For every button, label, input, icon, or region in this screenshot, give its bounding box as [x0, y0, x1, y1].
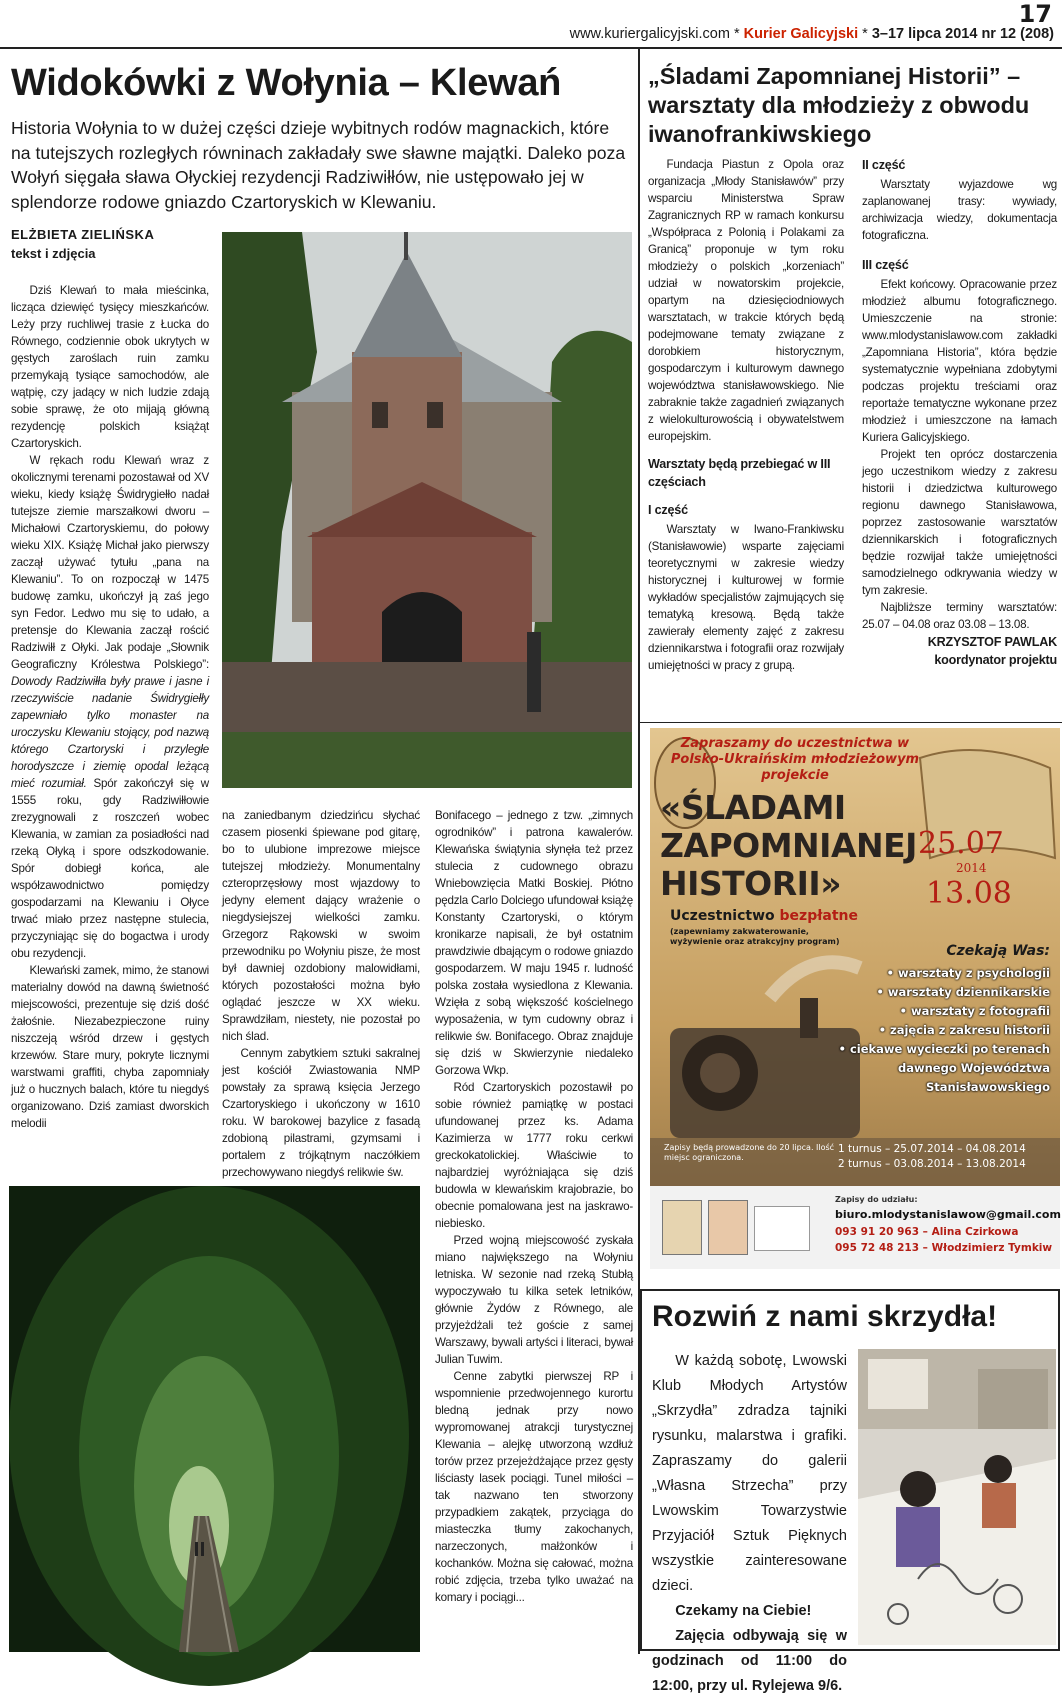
church-photo [222, 232, 632, 788]
separator: * [858, 26, 872, 42]
poster-participation [670, 908, 858, 924]
paragraph: Zajęcia odbywają się w godzinach od 11:00 do 12:00, przy ul. Rylejewa 9/6. [652, 1628, 847, 1694]
signature-role: koordynator projektu [934, 653, 1057, 667]
sidebar-rule [640, 722, 1062, 723]
separator: * [729, 26, 744, 42]
date-year: 2014 [956, 861, 987, 875]
paragraph: Bonifacego – jednego z tzw. „zimnych ogrodników” i patrona kawalerów. Klewańska świątynia słynęła też przez stulecia z cudownego obrazu Wniebowzięcia Matki Boskiej. Płótno pędzla Carlo Dolciego ufundował książę Konstanty Czartoryski, o którym kronikarze napisali, że był ostatnim prawdziwie dbającym o rodowe gniazdo gospodarzem. W maju 1945 r. ludność polska została wysiedlona z Klewania. Wzięła z sobą większość kościelnego wyposażenia, w tym cudowny obraz i relikwie św. Bonifacego. Obraz znajduje się dziś w Skwierzynie niedaleko Gorzowa Wkp. [435, 809, 633, 1077]
paragraph [11, 452, 209, 962]
poster-title-line-1: «ŚLADAMI [660, 788, 846, 827]
activity-item: • warsztaty z fotografii [899, 1004, 1050, 1018]
poster-title-line-3: HISTORII» [660, 864, 842, 903]
paragraph: Cenne zabytki pierwszej RP i wspomnienie przedwojennego kurortu bledną jednak przy nowo wypromowanej atrakcji turystycznej Klewania – alejkę utworzoną wzdłuż torów przez przejeżdżające przez gęsty liściasty lasek pociągi. Tunel miłości – tak nazwano ten stworzony przypadkiem zakątek, przyciąga do miasteczka tłumy zakochanych, narzeczonych, małżonków i kochanków. Można się całować, można robić zdjęcia, trzeba tylko uważać na komary i pociągi... [435, 1370, 633, 1604]
workshop-poster [650, 728, 1060, 1269]
tunnel-illustration [9, 1186, 420, 1652]
activity-item: Stanisławowskiego [925, 1080, 1050, 1094]
text-span: Spór zakończył się w 1555 roku, gdy Radziwiłłowie zrezygnowali z roszczeń wobec Klewania, w zamian za posiadłości nad rzeką Ołyką i spore odszkodowanie. Spór dobiegł końca, ale współzawodnictwo pomiędzy gospodarzami na Klewaniu i Ołyce trwać miało przez następne stulecia, przyczyniając się do bogactwa i urody obu rezydencji. [11, 777, 209, 960]
art-club-photo [858, 1349, 1056, 1645]
paragraph: Przed wojną miejscowość zyskała miano największego na Wołyniu letniska. W sezonie nad rzeką Stubłą wypoczywało tu kilka setek letników, głównie Żydów z Równego, ale przyjeżdżali też goście z samej Warszawy, bywali artyści i literaci, bywał Julian Tuwim. [435, 1234, 633, 1366]
part-1-heading: I część [648, 503, 688, 517]
logo-mlody [708, 1200, 748, 1255]
sidebar-column-1 [648, 156, 844, 674]
header-line [570, 26, 1054, 42]
article-column-1 [11, 282, 209, 1132]
paragraph: Klewański zamek, mimo, że stanowi materialny dowód na dawną świetność miejscowości, prezentuje się dziś dość żałośnie. Niezabezpieczone ruiny niszczeją wśród drzew i gęstych krzewów. Stare mury, pokryte licznymi warstwami graffiti, chyba zapomniały już o hucznych balach, które tu niegdyś organizowano. Dziś zamiast dworskich melodii [11, 964, 209, 1130]
paragraph: Fundacja Piastun z Opola oraz organizacja „Młody Stanisławów” przy wsparciu Ministerstwa Spraw Zagranicznych RP w ramach konkursu „Współpraca z Polonią i Polakami za Granicą” proponuje w tym roku młodzieży o polskich „korzeniach” udział w nowatorskim projekcie, opartym na dziesięciodniowych warsztatach, w trakcie których będą podejmowane tematy związane z dorobkiem historycznym, gospodarczym i kulturowym dawnego województwa stanisławowskiego. Nie zabraknie także zagadnień związanych z wielokulturowością i obywatelstwem europejskim. [648, 158, 844, 443]
signature-name: KRZYSZTOF PAWLAK [927, 635, 1057, 649]
page-number: 17 [1018, 0, 1052, 28]
paragraph: Warsztaty w Iwano-Frankiwsku (Stanisławowie) wsparte zajęciami teoretycznymi w zakresie wiedzy historycznej i kulturowej w formie wykładów specjalistów zajmujących się tematyką kresową. Będą także zawierały elementy zajęć z zakresu dziennikarstwa i fotografii oraz rozwijały umiejętności w pracy z grupą. [648, 523, 844, 672]
paragraph: Czekamy na Ciebie! [675, 1603, 812, 1619]
poster-title-line-2: ZAPOMNIANEJ [660, 826, 917, 865]
art-club-title: Rozwiń z nami skrzydła! [652, 1300, 998, 1333]
participation-label: Uczestnictwo [670, 908, 775, 924]
activities-list [820, 964, 1050, 1097]
quote: Dowody Radziwiłła były prawe i jasne i rzeczywiście nadanie Świdrygiełły zapewniało tylko monaster na uroczysku Klewaniu stojący, pod nazwą którego Czartoryski i przyległe horodyszcze i ziemię opodal leżącą mieć rozumiał. [11, 675, 209, 790]
paragraph: na zaniedbanym dziedzińcu słychać czasem piosenki śpiewane pod gitarę, bo to ulubione imprezowe miejsce tutejszej młodzieży. Monumentalny czteroprzęsłowy most wjazdowy to jedyny element dający wrażenie o niegdysiejszej wielkości zamku. Grzegorz Rąkowski w swoim przewodniku po Wołyniu pisze, że most był dawniej ozdobiony malowidłami, których pozostałości można było oglądać jeszcze w XX wieku. Sprawdziłam, niestety, nie pozostał po nich ślad. [222, 809, 420, 1043]
turn-2: 2 turnus – 03.08.2014 – 13.08.2014 [838, 1158, 1026, 1170]
paragraph: Ród Czartoryskich pozostawił po sobie również pamiątkę w postaci ufundowanej przez ks. Adama Kazimierza w 1777 roku cerkwi greckokatolickiej. Właściwie to najbardziej wyróżniająca się dziś budowla w klewańskim krajobrazie, bo obecnie pomalowana jest na jaskrawo-niebiesko. [435, 1081, 633, 1230]
date-start: 25.07 [918, 826, 1004, 861]
paragraph: Efekt końcowy. Opracowanie przez młodzież albumu fotograficznego. Umieszczenie na stronie: www.mlodystanislawow.com zakładki „Zapomniana Historia”, która będzie systematycznie wypełniana zdobytymi podczas projektu treściami oraz reportaże tematyczne wykonane przez młodzież i umieszczone na łamach Kuriera Galicyjskiego. [862, 278, 1057, 444]
paragraph: Dziś Klewań to mała mieścinka, licząca dziewięć tysięcy mieszkańców. Leży przy ruchliwej trasie z Łucka do Równego, codziennie obok ukrytych w gęstych zaroślach ruin zamku przemykają tysiące samochodów, ale wątpię, czy jadący w nich ludzie zdają sobie sprawę, że oto mijają główną rezydencję polskich książąt Czartoryskich. [11, 284, 209, 450]
free-label: bezpłatne [779, 908, 859, 924]
activity-item: • warsztaty dziennikarskie [876, 985, 1050, 999]
logo-ministry [754, 1206, 810, 1251]
page-header [0, 0, 1062, 45]
top-rule [0, 47, 1062, 49]
contact-phone-1: 093 91 20 963 – Alina Czirkowa [835, 1226, 1019, 1238]
paragraph: Projekt ten oprócz dostarczenia jego uczestnikom wiedzy z zakresu historii i dziedzictwa kulturowego regionu dawnego Stanisławowa, poprzez zastosowanie warsztatów dziennikarskich i fotograficznych będzie rozwijał także umiejętności samodzielnego odkrywania wiedzy w tym zakresie. [862, 448, 1057, 597]
activity-item: • warsztaty z psychologii [886, 966, 1050, 980]
activity-item: dawnego Województwa [898, 1061, 1050, 1075]
awaits-heading: Czekają Was: [946, 943, 1050, 959]
activity-item: • zajęcia z zakresu historii [878, 1023, 1050, 1037]
part-2-heading: II część [862, 158, 906, 172]
contact-email[interactable]: biuro.mlodystanislawow@gmail.com [835, 1208, 1061, 1221]
poster-provided: (zapewniamy zakwaterowanie, wyżywienie oraz atrakcyjny program) [670, 927, 840, 946]
children-drawing-illustration [858, 1349, 1056, 1645]
author-name: ELŻBIETA ZIELIŃSKA [11, 227, 155, 242]
sidebar-title: „Śladami Zapomnianej Historii” – warsztaty dla młodzieży z obwodu iwanofrankiwskiego [648, 63, 1030, 147]
paragraph: Cennym zabytkiem sztuki sakralnej jest kościół Zwiastowania NMP powstały za sprawą księcia Jerzego Czartoryskiego i ukończony w 1610 roku. W barokowej bazylice z fasadą zdobioną pilastrami, gzymsami i portalem z trójkątnym naczółkiem przechowywano niegdyś relikwie św. [222, 1047, 420, 1179]
site-url[interactable]: www.kuriergalicyjski.com [569, 26, 730, 42]
paragraph: Warsztaty wyjazdowe wg zaplanowanej trasy: wywiady, archiwizacja wiedzy, dokumentacja fotograficzna. [862, 178, 1057, 242]
author-role: tekst i zdjęcia [11, 246, 96, 261]
article-title: Widokówki z Wołynia – Klewań [11, 62, 562, 104]
paragraph: W każdą sobotę, Lwowski Klub Młodych Artystów „Skrzydła” zdradza tajniki rysunku, malarstwa i grafiki. Zapraszamy do galerii „Własna Strzecha” przy Lwowskim Towarzystwie Przyjaciół Sztuk Pięknych wszystkie zainteresowane dzieci. [652, 1353, 847, 1594]
article-column-2 [222, 807, 420, 1181]
subheading: Warsztaty będą przebiegać w III częściach [648, 457, 831, 489]
contact-heading: Zapisy do udziału: [835, 1195, 918, 1204]
poster-invite: Zapraszamy do uczestnictwa w Polsko-Ukraińskim młodzieżowym projekcie [670, 736, 920, 783]
article-lead: Historia Wołynia to w dużej części dzieje wybitnych rodów magnackich, które na tutejszych rozległych równinach zakładały swe sławne majątki. Daleko poza Wołyń sięgała sława Ołyckiej rezydencji Radziwiłłów, nie ustępowało jej w splendorze rodowe gniazdo Czartoryskich w Klewaniu. [11, 118, 626, 212]
apply-note: Zapisy będą prowadzone do 20 lipca. Ilość miejsc ograniczona. [664, 1143, 835, 1162]
activity-item: • ciekawe wycieczki po terenach [838, 1042, 1050, 1056]
tunnel-of-love-photo [9, 1186, 420, 1652]
sidebar-column-2 [862, 156, 1057, 669]
logo-piastun [662, 1200, 702, 1255]
sponsor-logos [662, 1198, 812, 1258]
art-club-text [652, 1349, 847, 1699]
paragraph: Najbliższe terminy warsztatów: 25.07 – 04.08 oraz 03.08 – 13.08. [862, 601, 1057, 631]
text-span: W rękach rodu Klewań wraz z okolicznymi terenami pozostawał od XV wieku, kiedy książę Świdrygiełło nadał tutejsze ziemie marszałkowi dworu – Michałowi Czartoryskiemu, do połowy wieku XIX. Książę Michał jako pierwszy zaczął używać tytułu „pana na Klewaniu”. To on rozpoczął w 1475 budowę zamku, ukończył ją zaś jego syn Fedor. Ledwo mu się to udało, a pretensje do Klewania zaczął rościć Radziwiłł z Ołyki. Jak podaje „Słownik Geograficzny Królestwa Polskiego”: [11, 454, 209, 671]
date-end: 13.08 [926, 876, 1012, 911]
brand-name: Kurier Galicyjski [743, 26, 859, 42]
issue-info: 3–17 lipca 2014 nr 12 (208) [871, 26, 1054, 42]
part-3-heading: III część [862, 258, 909, 272]
turn-1: 1 turnus – 25.07.2014 – 04.08.2014 [838, 1143, 1026, 1155]
article-column-3 [435, 807, 633, 1606]
church-illustration [222, 232, 632, 788]
contact-phone-2: 095 72 48 213 – Włodzimierz Tymkiw [835, 1242, 1053, 1254]
